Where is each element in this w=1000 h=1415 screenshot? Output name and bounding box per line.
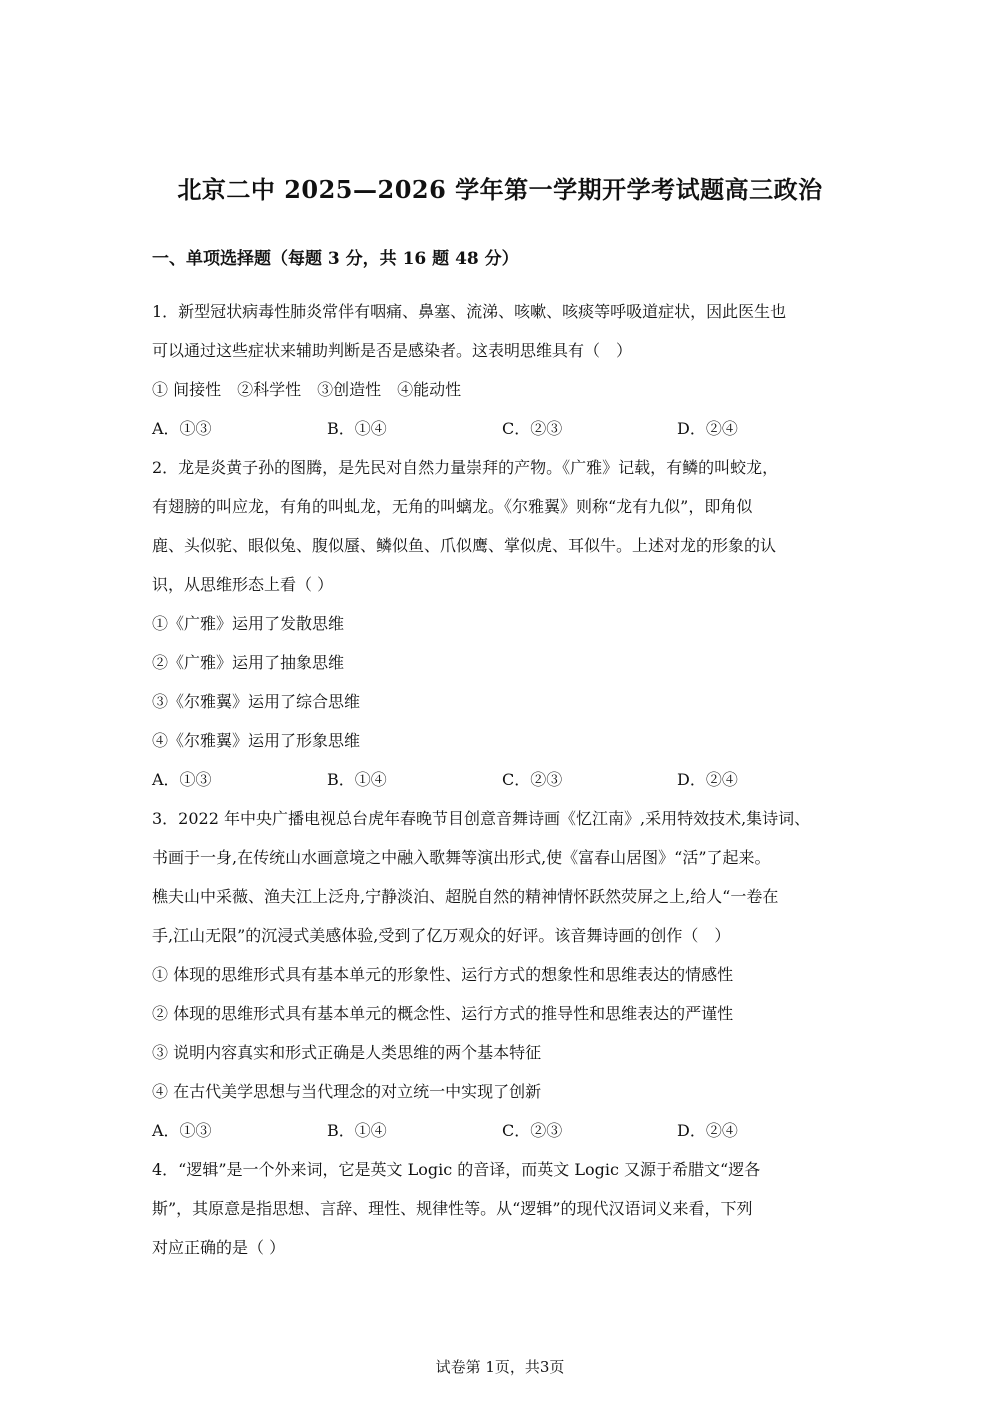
question-3-line: 手,江山无限”的沉浸式美感体验,受到了亿万观众的好评。该音舞诗画的创作（ ） bbox=[152, 926, 731, 945]
exam-body bbox=[152, 292, 852, 1267]
question-1-line: 1．新型冠状病毒性肺炎常伴有咽痛、鼻塞、流涕、咳嗽、咳痰等呼吸道症状，因此医生也 bbox=[152, 302, 787, 321]
question-2-line: 2．龙是炎黄子孙的图腾，是先民对自然力量崇拜的产物。《广雅》记载，有鳞的叫蛟龙， bbox=[152, 458, 779, 477]
question-2-line: 有翅膀的叫应龙，有角的叫虬龙，无角的叫螭龙。《尔雅翼》则称“龙有九似”，即角似 bbox=[152, 497, 753, 516]
question-1-options bbox=[152, 409, 852, 448]
question-2-item: ③《尔雅翼》运用了综合思维 bbox=[152, 692, 361, 711]
question-3-options bbox=[152, 1111, 852, 1150]
question-2-item: ①《广雅》运用了发散思维 bbox=[152, 614, 345, 633]
question-3-item: ③ 说明内容真实和形式正确是人类思维的两个基本特征 bbox=[152, 1043, 542, 1062]
option-c: C．②③ bbox=[502, 770, 563, 789]
question-2-item: ④《尔雅翼》运用了形象思维 bbox=[152, 731, 361, 750]
question-1-items: ① 间接性 ②科学性 ③创造性 ④能动性 bbox=[152, 380, 462, 399]
option-b: B．①④ bbox=[327, 1121, 387, 1140]
question-4-line: 斯”，其原意是指思想、言辞、理性、规律性等。从“逻辑”的现代汉语词义来看，下列 bbox=[152, 1199, 753, 1218]
option-a: A．①③ bbox=[152, 1121, 212, 1140]
option-a: A．①③ bbox=[152, 770, 212, 789]
question-3-line: 樵夫山中采薇、渔夫江上泛舟,宁静淡泊、超脱自然的精神情怀跃然荧屏之上,给人“一卷在 bbox=[152, 887, 779, 906]
option-d: D．②④ bbox=[677, 419, 738, 438]
question-3-item: ① 体现的思维形式具有基本单元的形象性、运行方式的想象性和思维表达的情感性 bbox=[152, 965, 734, 984]
option-c: C．②③ bbox=[502, 419, 563, 438]
question-2-line: 识，从思维形态上看（ ） bbox=[152, 575, 334, 594]
question-2-line: 鹿、头似驼、眼似兔、腹似蜃、鳞似鱼、爪似鹰、掌似虎、耳似牛。上述对龙的形象的认 bbox=[152, 536, 777, 555]
question-2-options bbox=[152, 760, 852, 799]
question-3-line: 3．2022 年中央广播电视总台虎年春晚节目创意音舞诗画《忆江南》,采用特效技术,集诗词、 bbox=[152, 809, 811, 828]
page-title: 北京二中 2025—2026 学年第一学期开学考试题高三政治 bbox=[177, 175, 823, 204]
option-a: A．①③ bbox=[152, 419, 212, 438]
section-heading: 一、单项选择题（每题 3 分，共 16 题 48 分） bbox=[152, 249, 519, 269]
page-footer: 试卷第 1页，共3页 bbox=[435, 1358, 565, 1376]
question-3-item: ④ 在古代美学思想与当代理念的对立统一中实现了创新 bbox=[152, 1082, 542, 1101]
question-4-line: 对应正确的是（ ） bbox=[152, 1238, 286, 1257]
option-b: B．①④ bbox=[327, 770, 387, 789]
question-2-item: ②《广雅》运用了抽象思维 bbox=[152, 653, 345, 672]
question-3-item: ② 体现的思维形式具有基本单元的概念性、运行方式的推导性和思维表达的严谨性 bbox=[152, 1004, 734, 1023]
question-3-line: 书画于一身,在传统山水画意境之中融入歌舞等演出形式,使《富春山居图》“活”了起来。 bbox=[152, 848, 771, 867]
option-b: B．①④ bbox=[327, 419, 387, 438]
option-c: C．②③ bbox=[502, 1121, 563, 1140]
option-d: D．②④ bbox=[677, 1121, 738, 1140]
option-d: D．②④ bbox=[677, 770, 738, 789]
question-1-line: 可以通过这些症状来辅助判断是否是感染者。这表明思维具有（ ） bbox=[152, 341, 633, 360]
question-4-line: 4．“逻辑”是一个外来词，它是英文 Logic 的音译，而英文 Logic 又源于希腊文“逻各 bbox=[152, 1160, 761, 1179]
